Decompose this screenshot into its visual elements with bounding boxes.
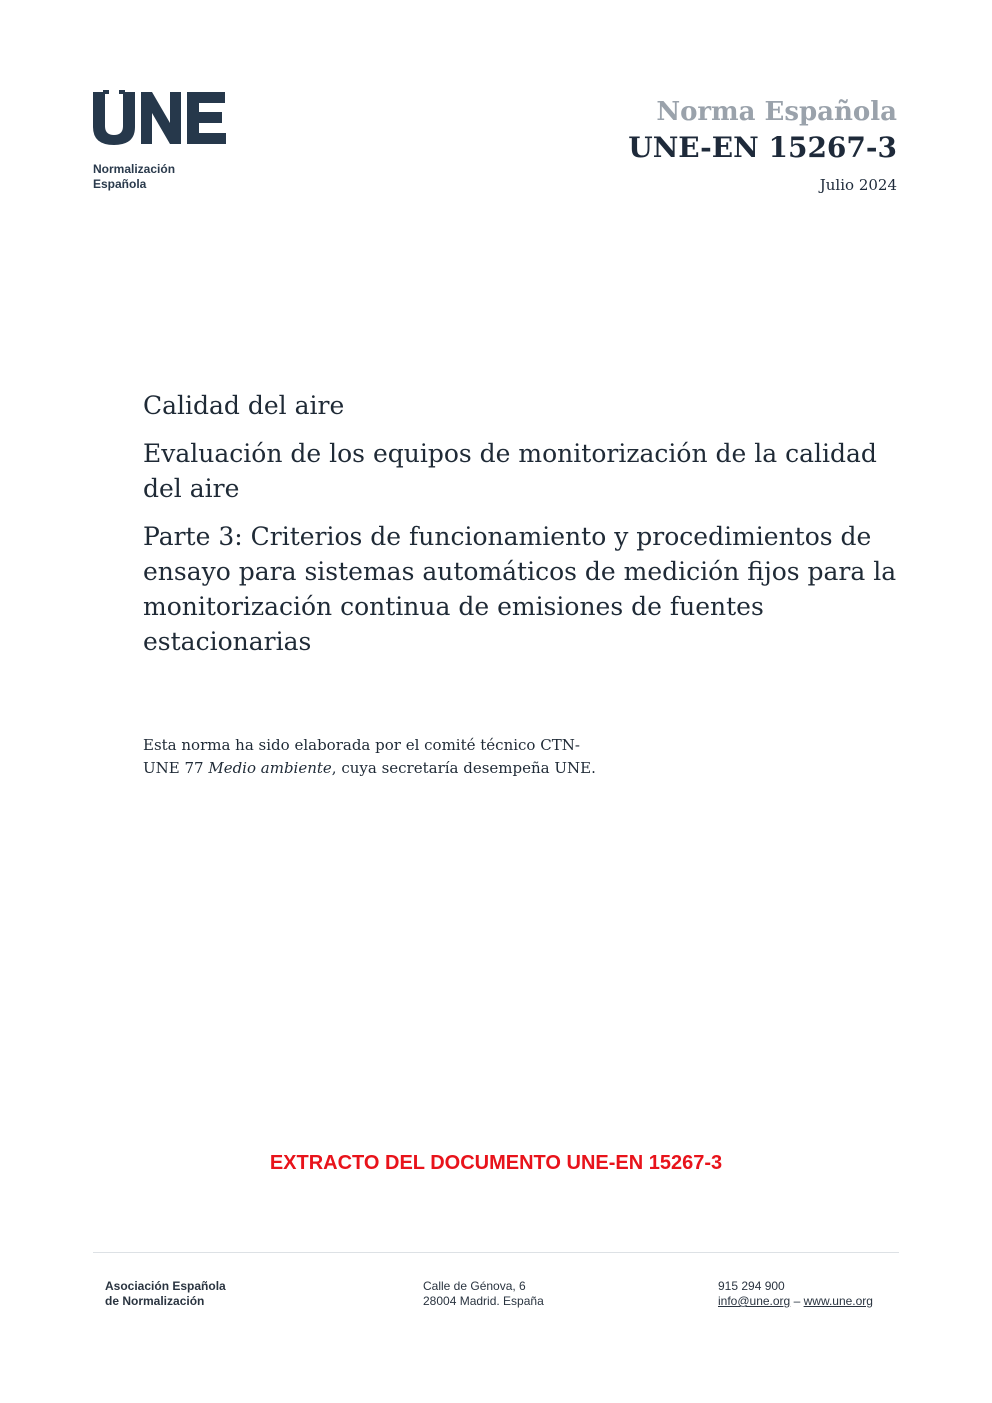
committee-suffix: , cuya secretaría desempeña UNE. — [331, 759, 596, 777]
footer-email-link[interactable]: info@une.org — [718, 1294, 791, 1308]
footer-org-line1: Asociación Española — [105, 1279, 226, 1293]
logo-subtitle — [93, 162, 253, 192]
footer-website-link[interactable]: www.une.org — [803, 1294, 873, 1308]
logo-subtitle-line1: Normalización — [93, 162, 176, 176]
une-logo — [93, 90, 253, 192]
standard-code: UNE-EN 15267-3 — [628, 131, 897, 164]
footer-address-line1: Calle de Génova, 6 — [423, 1279, 526, 1293]
footer-divider — [93, 1252, 899, 1253]
footer-organization — [105, 1279, 226, 1309]
committee-statement — [143, 734, 603, 780]
title-sub: Evaluación de los equipos de monitorización de la calidad del aire — [143, 439, 877, 503]
footer-org-line2: de Normalización — [105, 1294, 205, 1308]
footer-phone: 915 294 900 — [718, 1279, 785, 1293]
footer-separator: – — [793, 1294, 801, 1308]
title-main: Calidad del aire — [143, 391, 345, 420]
title-part: Parte 3: Criterios de funcionamiento y procedimientos de ensayo para sistemas automáticos de medición fijos para la monitorización continua de emisiones de fuentes estacionarias — [143, 522, 897, 656]
une-logo-mark — [93, 90, 228, 146]
footer-address — [423, 1279, 544, 1309]
standard-header — [628, 96, 897, 194]
footer-links — [718, 1294, 873, 1309]
committee-prefix: Esta norma ha sido elaborada por el comité técnico CTN-UNE 77 — [143, 736, 580, 777]
committee-name: Medio ambiente — [208, 759, 332, 777]
footer-contact — [718, 1279, 873, 1309]
standard-date: Julio 2024 — [819, 176, 897, 194]
standard-label: Norma Española — [656, 97, 897, 127]
footer-address-line2: 28004 Madrid. España — [423, 1294, 544, 1308]
document-titles — [143, 388, 903, 672]
logo-subtitle-line2: Española — [93, 177, 147, 191]
extract-notice: EXTRACTO DEL DOCUMENTO UNE-EN 15267-3 — [269, 1152, 723, 1174]
